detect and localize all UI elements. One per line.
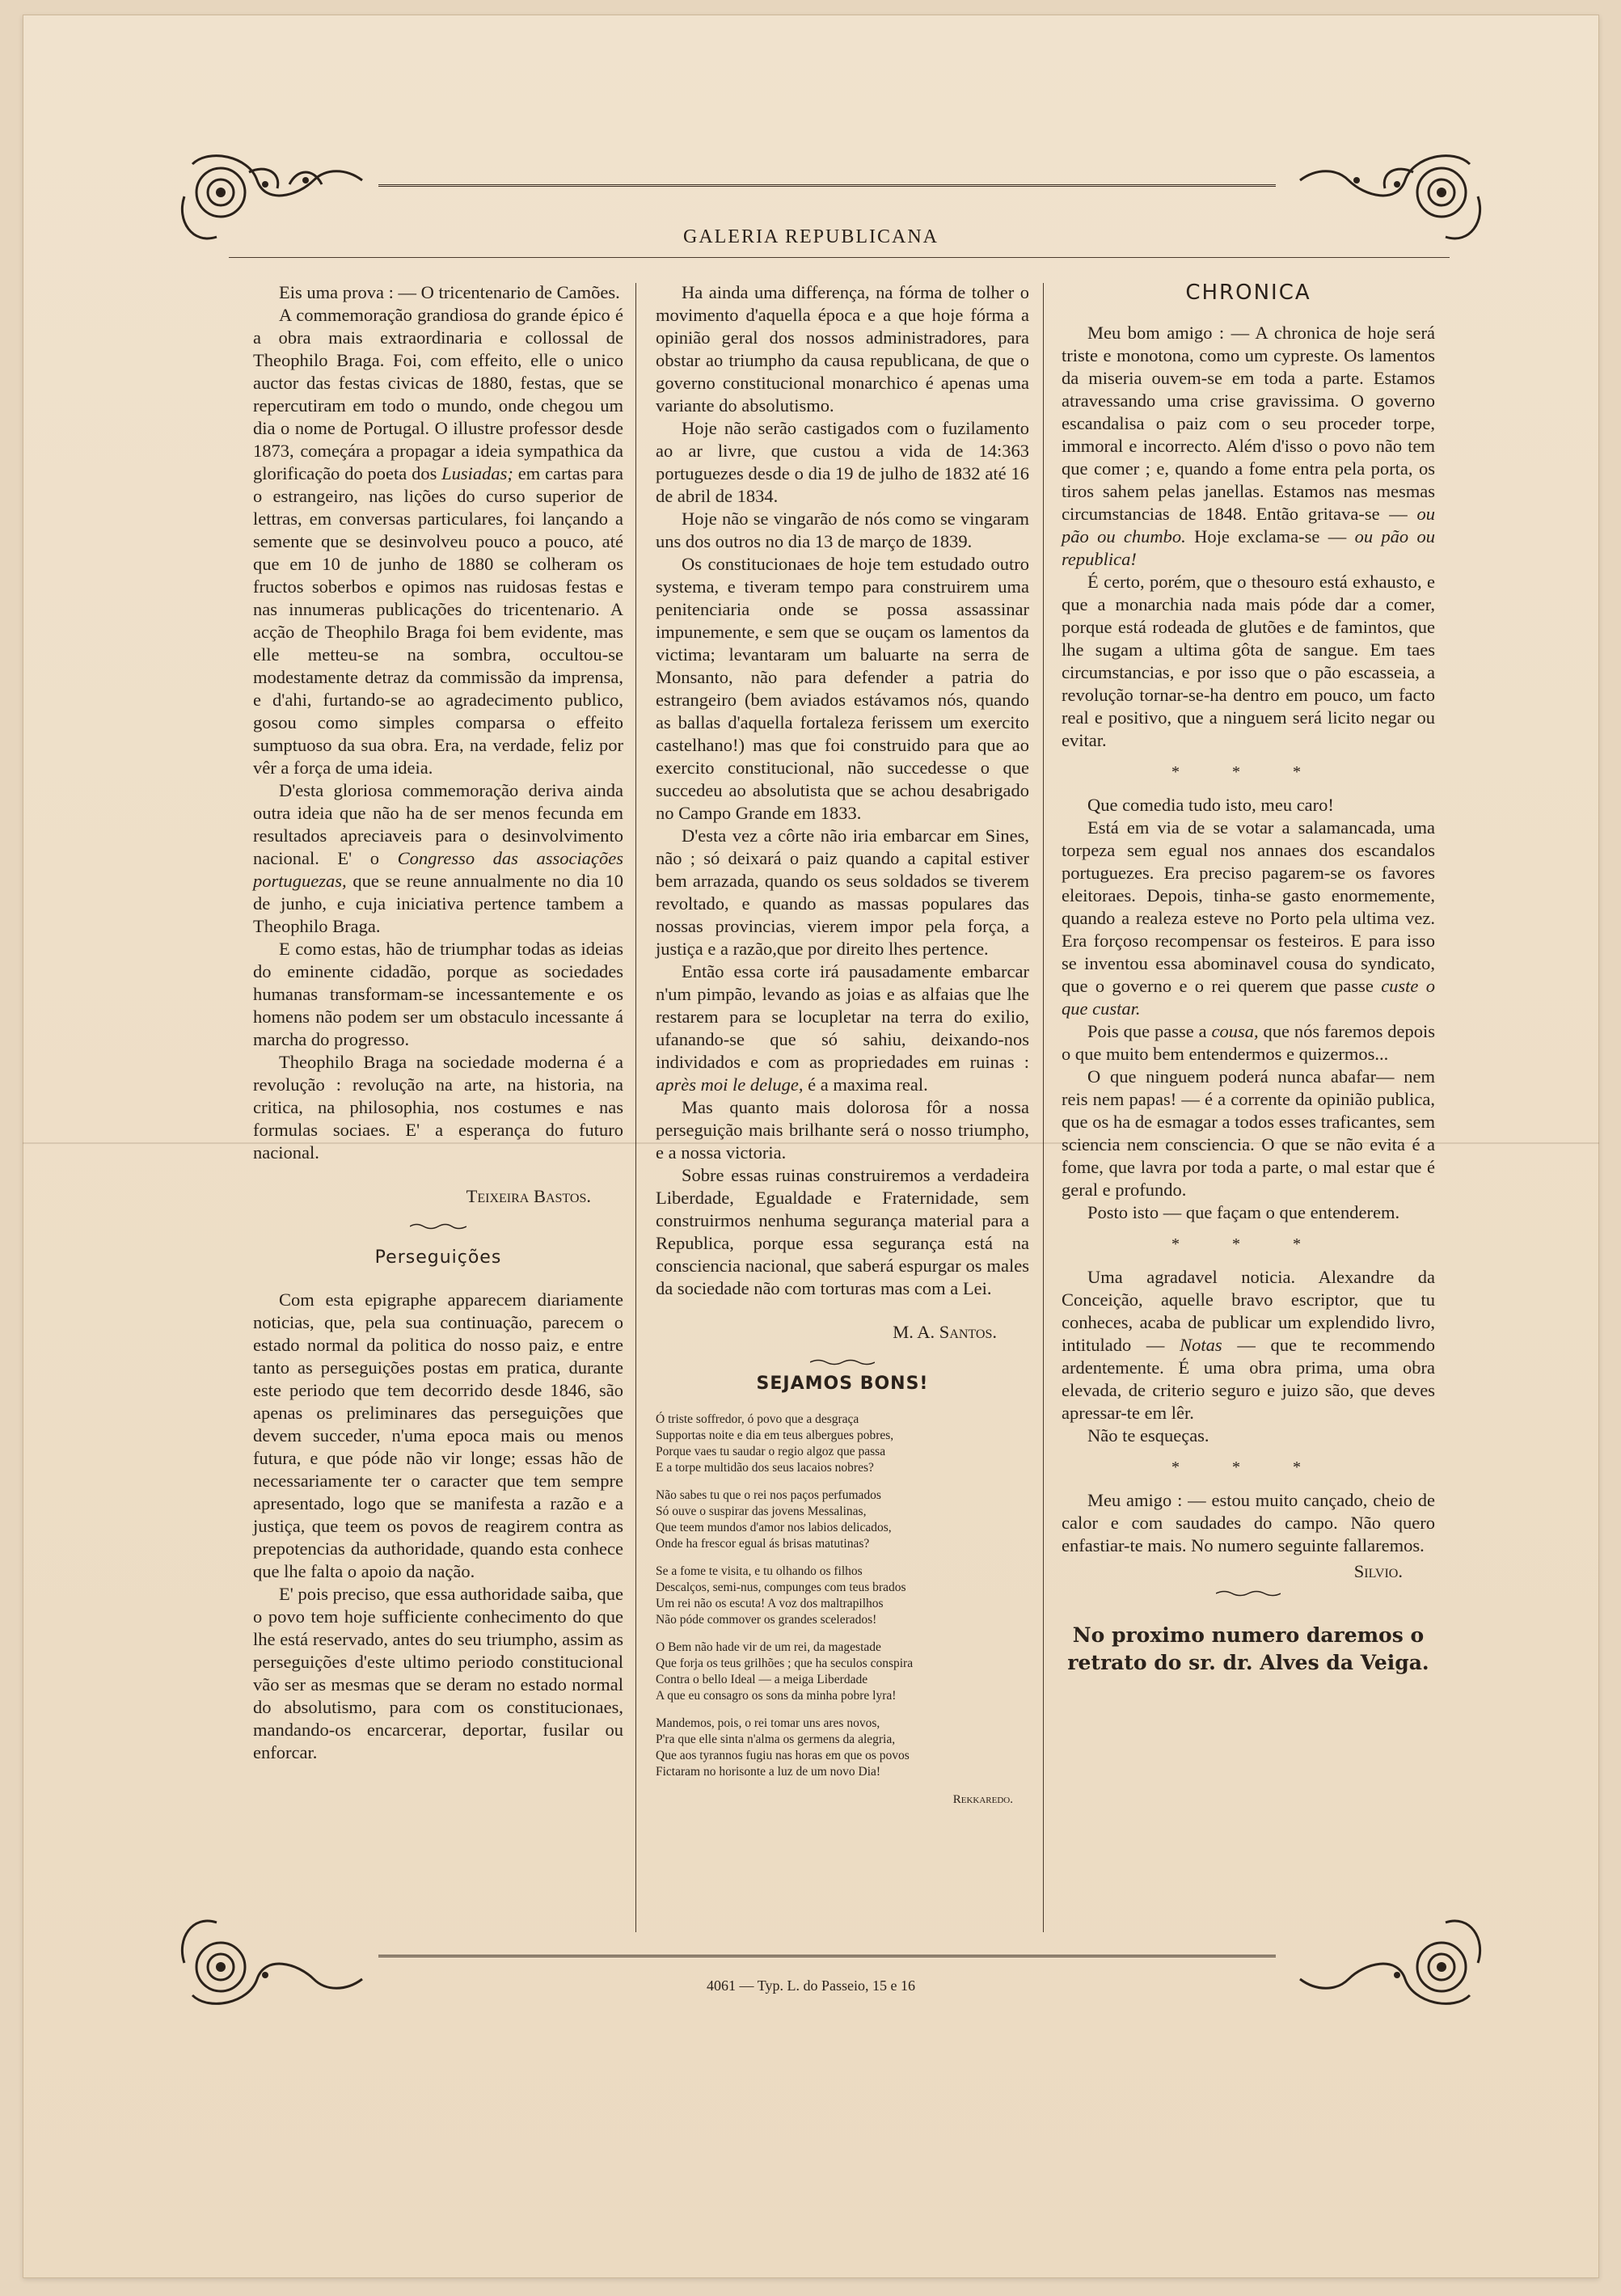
author-signature: Silvio. — [1353, 1561, 1403, 1581]
poem-stanza: Se a fome te visita, e tu olhando os filhos Descalços, semi-nus, compunges com teus brados Um rei não os escuta! A voz dos maltrapilhos Não póde commover os grandes scelerados! — [656, 1564, 906, 1627]
section-divider-ornament — [410, 1222, 466, 1230]
paragraph: Com esta epigraphe apparecem diariamente noticias, que, pela sua continuação, parecem o estado normal da politica do nosso paiz, e entre tanto as perseguições postas em pratica, durante este periodo que tem decorrido desde 1846, são apenas os preliminares das perseguições que devem succeder, n'uma epoca mais ou menos futura, e que póde não vir longe; essas hão de necessariamente ter o caracter que tem sempre apresentado, logo que se manifesta a razão e a justiça, que teem os povos de reagirem contra as prepotencias da authoridade, quando esta conhece que lhe falta o apoio da nação. — [253, 1289, 623, 1581]
paragraph: Está em via de se votar a salamancada, uma torpeza sem egual nos annaes dos escandalos portuguezes. Era preciso pagarem-se os favores eleitoraes. Depois, tinha-se gasto enormemente, quando a realeza esteve no Porto pela ultima vez. Era forçoso recompensar os festeiros. E para isso se inventou essa abominavel cousa do syndicato, que o governo e o rei querem que passe custe o que custar. — [1062, 817, 1436, 1019]
paragraph: Eis uma prova : — O tricentenario de Camões. — [279, 282, 620, 302]
paragraph: A commemoração grandiosa do grande épico é a obra mais extraordinaria e collossal de Theophilo Braga. Foi, com effeito, elle o unico auctor das festas civicas de 1880, festas, que se repercutiram em todo o mundo, onde chegou um dia o nome de Portugal. O illustre professor desde 1873, começára a propagar a ideia sympathica da glorificação do poeta dos Lusiadas; em cartas para o estrangeiro, nas lições do curso superior de lettras, em conversas particulares, foi lançando a semente que se desinvolveu pouco a pouco, até que em 10 de junho de 1880 se colheram os fructos soberbos e opimos nas ruidosas festas e nas innumeras publicações do tricentenario. A acção de Theophilo Braga foi bem evidente, mas elle metteu-se na sombra, occultou-se modestamente detraz da commissão da imprensa, e d'ahi, furtando-se ao agradecimento publico, gosou como simples comparsa o effeito sumptuoso da sua obra. Era, na verdade, feliz por vêr a força de uma ideia. — [253, 305, 624, 778]
corner-ornament-top-left — [176, 148, 395, 269]
paragraph: D'esta vez a côrte não iria embarcar em Sines, não ; só deixará o paiz quando a capital estiver bem arrazada, quando os seus soldados se tiverem revoltado, e quando as massas populares das nossas provincias, vierem impor pela força, a justiça e a razão,que por direito lhes pertence. — [656, 825, 1029, 959]
paragraph: Posto isto — que façam o que entenderem. — [1087, 1202, 1400, 1222]
paragraph: Ha ainda uma differença, na fórma de tolher o movimento d'aquella época e a que hoje fórma a opinião geral dos nossos administradores, para obstar ao triumpho da causa republicana, de que o governo constitucional monarchico é apenas uma variante do absolutismo. — [656, 282, 1029, 416]
running-head: GALERIA REPUBLICANA — [682, 226, 939, 247]
paragraph: Uma agradavel noticia. Alexandre da Conceição, aquelle bravo escriptor, que tu conheces, acaba de publicar um explendido livro, intitulado — Notas — que te recommendo ardentemente. É uma obra prima, uma obra elevada, de criterio seguro e juizo são, que deves apressar-te em lêr. — [1062, 1267, 1436, 1423]
section-divider-ornament — [1216, 1589, 1281, 1597]
paragraph: Mas quanto mais dolorosa fôr a nossa perseguição mais brilhante será o nosso triumpho, e a nossa victoria. — [656, 1097, 1029, 1163]
chronica-title: CHRONICA — [1185, 281, 1311, 305]
top-border-rule — [378, 184, 1276, 187]
author-signature: Teixeira Bastos. — [466, 1186, 591, 1206]
paragraph: É certo, porém, que o thesouro está exhausto, e que a monarchia nada mais póde dar a comer, porque está rodeada de glutões e de famintos, que lhe sugam a ultima gôta de sangue. Em taes circumstancias, e por isso que o pão escasseia, a revolução tornar-se-ha dentro em pouco, um facto real e positivo, que a ninguem será licito negar ou evitar. — [1062, 572, 1435, 750]
poem-stanza: Não sabes tu que o rei nos paços perfumados Só ouve o suspirar das jovens Messalinas, Que teem mundos d'amor nos labios delicados, Onde ha frescor egual ás brisas matutinas? — [656, 1488, 892, 1551]
bottom-border-rule — [378, 1955, 1276, 1957]
poem-stanza: Mandemos, pois, o rei tomar uns ares novos, P'ra que elle sinta n'alma os germens da alegria, Que aos tyrannos fugiu nas horas em que os povos Fictaram no horisonte a luz de um novo Dia! — [656, 1716, 910, 1779]
paragraph: Sobre essas ruinas construiremos a verdadeira Liberdade, Egualdade e Fraternidade, sem construirmos nenhuma segurança material para a Republica, porque essa segurança está na consciencia nacional, que saberá espurgar os males da sociedade não com torturas mas com a Lei. — [656, 1165, 1029, 1298]
poem — [656, 1412, 1029, 1808]
paragraph: Pois que passe a cousa, que nós faremos depois o que muito bem entendermos e quizermos... — [1062, 1021, 1436, 1064]
column-3 — [1062, 281, 1435, 1677]
next-issue-notice: No proximo numero daremos o retrato do sr. dr. Alves da Veiga. — [1067, 1623, 1429, 1674]
paragraph: Meu amigo : — estou muito cançado, cheio de calor e com saudades do campo. Não quero enfastiar-te mais. No numero seguinte fallaremos. — [1062, 1490, 1435, 1555]
printer-imprint: 4061 — Typ. L. do Passeio, 15 e 16 — [707, 1977, 915, 1994]
poem-signature: Rekkaredo. — [952, 1793, 1013, 1806]
poem-title: SEJAMOS BONS! — [756, 1374, 929, 1394]
column-1 — [253, 281, 623, 1764]
column-divider-1 — [635, 283, 636, 1932]
header-rule — [229, 257, 1450, 258]
paragraph: E como estas, hão de triumphar todas as ideias do eminente cidadão, porque as sociedades humanas transformam-se incessantemente e os homens não podem ser um obstaculo incessante á marcha do progresso. — [253, 939, 623, 1049]
section-divider-ornament — [810, 1358, 875, 1366]
paragraph: Hoje não serão castigados com o fuzilamento ao ar livre, que custou a vida de 14:363 portuguezes desde o dia 19 de julho de 1832 até 16 de abril de 1834. — [656, 418, 1029, 506]
paragraph: O que ninguem poderá nunca abafar— nem reis nem papas! — é a corrente da opinião publica, que os ha de esmagar a todos esses traficantes, sem sciencia nem consciencia. O que se não evita é a fome, que lavra por toda a parte, o mal estar que é geral e profundo. — [1062, 1066, 1435, 1200]
paragraph: Não te esqueças. — [1087, 1425, 1209, 1446]
paragraph: Hoje não se vingarão de nós como se vingaram uns dos outros no dia 13 de março de 1839. — [656, 509, 1029, 551]
paragraph: Então essa corte irá pausadamente embarcar n'um pimpão, levando as joias e as alfaias que lhe restarem para se locupletar na terra do exilio, ufanando-se que só sahiu, deixando-nos individados e com as propriedades em ruinas : après moi le deluge, é a maxima real. — [656, 961, 1029, 1095]
poem-stanza: O Bem não hade vir de um rei, da magestade Que forja os teus grilhões ; que ha seculos conspira Contra o bello Ideal — a meiga Liberdade A que eu consagro os sons da minha pobre lyra! — [656, 1640, 914, 1703]
paragraph: Theophilo Braga na sociedade moderna é a revolução : revolução na arte, na historia, na critica, na philosophia, nos costumes e nas formulas sociaes. E' a esperança do futuro nacional. — [253, 1052, 623, 1163]
asterism: * * * — [1171, 1235, 1325, 1253]
column-divider-2 — [1043, 283, 1044, 1932]
paragraph: D'esta gloriosa commemoração deriva ainda outra ideia que não ha de ser menos fecunda em resultados apreciaveis para o desinvolvimento nacional. E' o Congresso das associações portuguezas, que se reune annualmente no dia 10 de junho, e cuja iniciativa pertence tambem a Theophilo Braga. — [253, 780, 624, 936]
asterism: * * * — [1171, 1458, 1325, 1476]
newspaper-page — [23, 15, 1599, 2278]
column-2 — [656, 281, 1029, 1808]
poem-stanza: Ó triste soffredor, ó povo que a desgraça Supportas noite e dia em teus albergues pobres, Porque vaes tu saudar o regio algoz que passa E a torpe multidão dos seus lacaios nobres? — [656, 1412, 894, 1475]
paragraph: Que comedia tudo isto, meu caro! — [1087, 795, 1334, 815]
paragraph: Os constitucionaes de hoje tem estudado outro systema, e tiveram tempo para construirem uma penitenciaria onde se possa assassinar impunemente, e sem que se ouçam os lamentos da victima; levantaram um baluarte na serra de Monsanto, não para defender a patria do estrangeiro (bem aviados estávamos nós, quando as ballas d'aquella fortaleza ferissem um exercito castelhano!) mas que foi construido para que ao exercito constitucional, não succedesse o que succedeu ao absolutista que se achou desabrigado no Campo Grande em 1833. — [656, 554, 1029, 823]
paragraph: E' pois preciso, que essa authoridade saiba, que o povo tem hoje sufficiente conhecimento do que lhe está reservado, antes do seu triumpho, assim as perseguições d'este ultimo periodo constitucional vão ser as mesmas que se deram no estado normal do absolutismo, para com os constitucionaes, mandando-os encarcerar, deportar, fusilar ou enforcar. — [253, 1584, 623, 1762]
asterism: * * * — [1171, 763, 1325, 781]
paragraph: Meu bom amigo : — A chronica de hoje será triste e monotona, como um cypreste. Os lamentos da miseria ouvem-se em toda a parte. Estamos atravessando uma crise gravissima. O governo escandalisa o paiz com o seu proceder torpe, immoral e incorrecto. Além d'isso o povo não tem que comer ; e, quando a fome entra pela porta, os tiros sahem pelas janellas. Estamos nas mesmas circumstancias de 1848. Então gritava-se — ou pão ou chumbo. Hoje exclama-se — ou pão ou republica! — [1062, 323, 1436, 569]
corner-ornament-top-right — [1268, 148, 1486, 269]
section-heading: Perseguições — [374, 1247, 502, 1268]
author-signature: M. A. Santos. — [893, 1322, 997, 1342]
